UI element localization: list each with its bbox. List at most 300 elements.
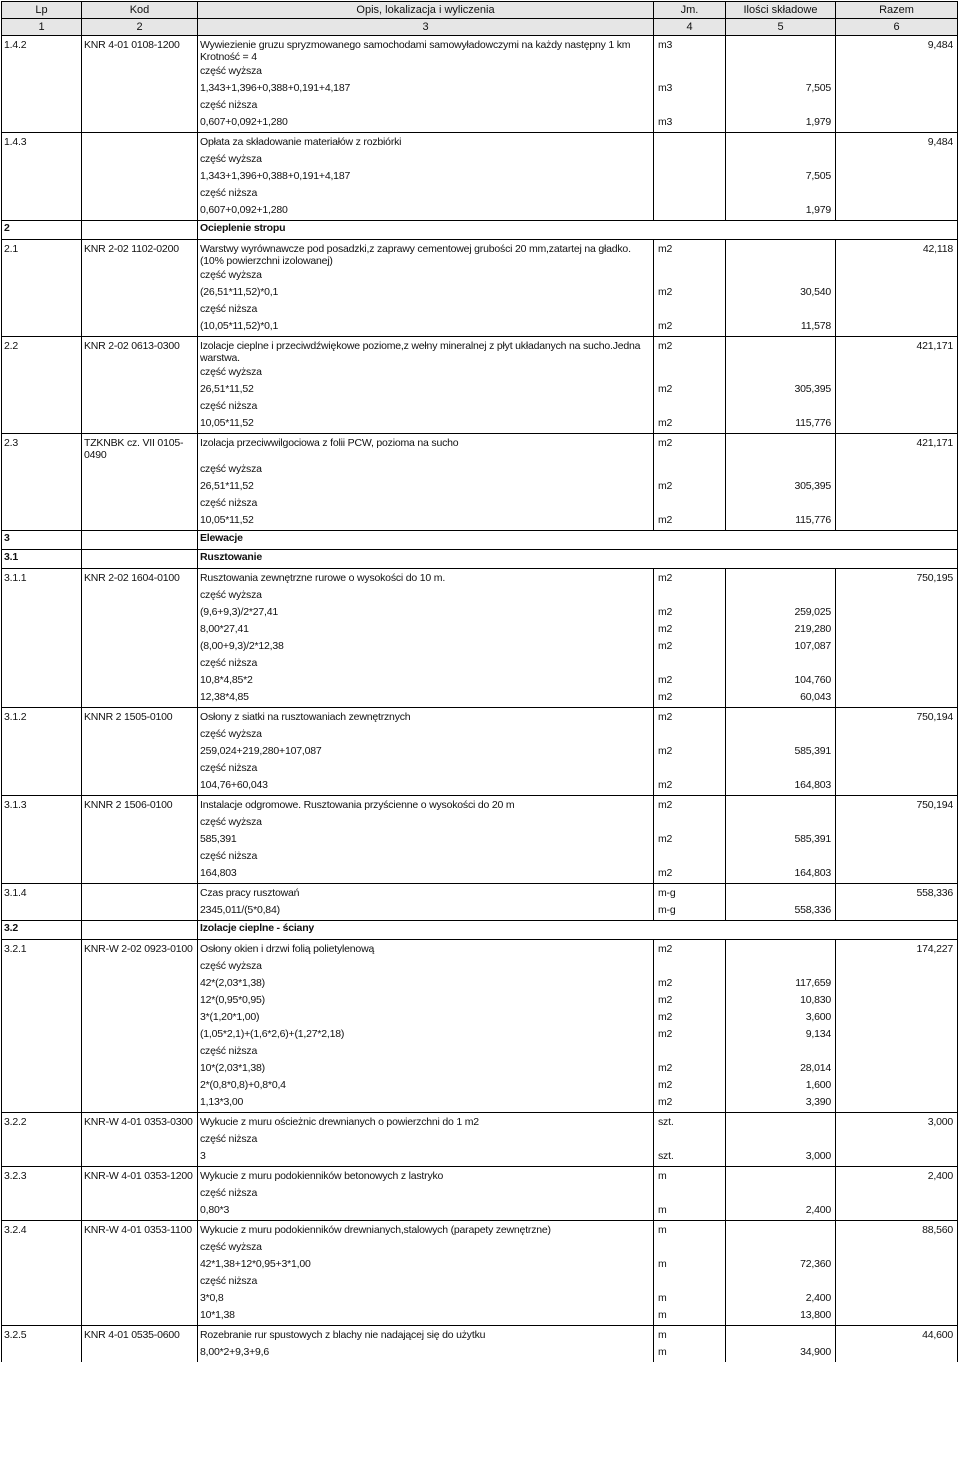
position-jm: m [654, 1326, 726, 1346]
calc-jm [654, 203, 726, 221]
calc-kod-empty [82, 639, 198, 656]
table-header [2, 2, 958, 36]
calc-ilosc [726, 959, 836, 976]
calc-razem-empty [836, 690, 958, 708]
calc-opis: część wyższa [198, 64, 654, 81]
position-kod: KNR 2-02 1102-0200 [82, 240, 198, 269]
calc-jm: m2 [654, 1010, 726, 1027]
calc-kod-empty [82, 1257, 198, 1274]
position-opis: Izolacje cieplne i przeciwdźwiękowe poziome,z wełny mineralnej z płyt układanych na sucho.Jedna warstwa. [198, 337, 654, 366]
calc-jm: m2 [654, 778, 726, 796]
calc-razem-empty [836, 169, 958, 186]
calc-jm: m [654, 1291, 726, 1308]
calc-opis: 164,803 [198, 866, 654, 884]
calc-lp-empty [2, 1149, 82, 1167]
header-num-5: 5 [726, 19, 836, 36]
calc-lp-empty [2, 319, 82, 337]
calc-ilosc: 259,025 [726, 605, 836, 622]
calc-row [2, 1345, 958, 1362]
calc-lp-empty [2, 832, 82, 849]
calc-ilosc: 1,979 [726, 115, 836, 133]
position-razem: 750,195 [836, 569, 958, 589]
calc-lp-empty [2, 976, 82, 993]
calc-row [2, 186, 958, 203]
calc-ilosc: 219,280 [726, 622, 836, 639]
calc-opis: część wyższa [198, 727, 654, 744]
calc-razem-empty [836, 98, 958, 115]
calc-razem-empty [836, 186, 958, 203]
calc-jm [654, 365, 726, 382]
position-jm: m3 [654, 36, 726, 65]
calc-jm [654, 849, 726, 866]
calc-jm: m2 [654, 622, 726, 639]
calc-opis: 2345,011/(5*0,84) [198, 903, 654, 921]
calc-ilosc: 3,600 [726, 1010, 836, 1027]
calc-jm [654, 1044, 726, 1061]
position-lp: 3.2.5 [2, 1326, 82, 1346]
calc-row [2, 605, 958, 622]
position-razem: 88,560 [836, 1221, 958, 1241]
calc-lp-empty [2, 993, 82, 1010]
calc-razem-empty [836, 319, 958, 337]
calc-row [2, 496, 958, 513]
calc-razem-empty [836, 976, 958, 993]
calc-opis: 8,00*2+9,3+9,6 [198, 1345, 654, 1362]
calc-kod-empty [82, 1291, 198, 1308]
calc-jm [654, 169, 726, 186]
calc-row [2, 744, 958, 761]
calc-jm: m2 [654, 744, 726, 761]
calc-row [2, 81, 958, 98]
calc-opis: (8,00+9,3)/2*12,38 [198, 639, 654, 656]
calc-row [2, 203, 958, 221]
calc-razem-empty [836, 1044, 958, 1061]
calc-ilosc: 115,776 [726, 513, 836, 531]
header-opis: Opis, lokalizacja i wyliczenia [198, 2, 654, 19]
calc-ilosc [726, 98, 836, 115]
calc-jm [654, 302, 726, 319]
calc-opis: 12,38*4,85 [198, 690, 654, 708]
calc-jm: m2 [654, 416, 726, 434]
calc-razem-empty [836, 64, 958, 81]
calc-ilosc [726, 302, 836, 319]
calc-jm: m2 [654, 832, 726, 849]
calc-ilosc: 164,803 [726, 866, 836, 884]
calc-opis: część niższa [198, 1132, 654, 1149]
calc-ilosc [726, 152, 836, 169]
calc-jm: m2 [654, 976, 726, 993]
position-jm: szt. [654, 1113, 726, 1133]
calc-kod-empty [82, 98, 198, 115]
calc-opis: część niższa [198, 496, 654, 513]
position-razem: 750,194 [836, 708, 958, 728]
calc-row [2, 1044, 958, 1061]
position-kod: KNR 4-01 0535-0600 [82, 1326, 198, 1346]
calc-lp-empty [2, 1044, 82, 1061]
calc-row [2, 302, 958, 319]
calc-ilosc: 305,395 [726, 479, 836, 496]
calc-razem-empty [836, 1186, 958, 1203]
position-kod: KNR-W 2-02 0923-0100 [82, 940, 198, 960]
position-jm: m2 [654, 569, 726, 589]
calc-razem-empty [836, 1027, 958, 1044]
calc-row [2, 268, 958, 285]
position-opis: Warstwy wyrównawcze pod posadzki,z zaprawy cementowej grubości 20 mm,zatartej na gładko. (10% powierzchni izolowanej) [198, 240, 654, 269]
calc-razem-empty [836, 203, 958, 221]
calc-kod-empty [82, 1044, 198, 1061]
calc-opis: 42*(2,03*1,38) [198, 976, 654, 993]
position-jm: m2 [654, 337, 726, 366]
calc-row [2, 1132, 958, 1149]
calc-row [2, 365, 958, 382]
position-kod: KNNR 2 1506-0100 [82, 796, 198, 816]
position-kod [82, 133, 198, 153]
calc-jm [654, 98, 726, 115]
position-kod: KNNR 2 1505-0100 [82, 708, 198, 728]
calc-ilosc [726, 64, 836, 81]
position-razem: 750,194 [836, 796, 958, 816]
calc-jm: m2 [654, 1027, 726, 1044]
section-title: Ocieplenie stropu [198, 221, 958, 240]
position-row [2, 708, 958, 728]
calc-row [2, 1061, 958, 1078]
calc-lp-empty [2, 778, 82, 796]
calc-kod-empty [82, 959, 198, 976]
position-lp: 3.1.1 [2, 569, 82, 589]
calc-razem-empty [836, 1291, 958, 1308]
calc-ilosc [726, 727, 836, 744]
section-title: Elewacje [198, 531, 958, 550]
calc-ilosc [726, 399, 836, 416]
position-lp: 2.1 [2, 240, 82, 269]
calc-row [2, 673, 958, 690]
calc-jm [654, 761, 726, 778]
calc-opis: część niższa [198, 399, 654, 416]
calc-ilosc [726, 268, 836, 285]
calc-kod-empty [82, 588, 198, 605]
section-number: 2 [2, 221, 82, 240]
calc-kod-empty [82, 399, 198, 416]
position-razem: 2,400 [836, 1167, 958, 1187]
position-row [2, 240, 958, 269]
calc-lp-empty [2, 1010, 82, 1027]
calc-row [2, 639, 958, 656]
calc-lp-empty [2, 399, 82, 416]
section-spacer [82, 531, 198, 550]
position-jm: m-g [654, 884, 726, 904]
position-row [2, 36, 958, 65]
position-kod: KNR 2-02 0613-0300 [82, 337, 198, 366]
calc-ilosc [726, 496, 836, 513]
calc-row [2, 832, 958, 849]
calc-lp-empty [2, 639, 82, 656]
calc-jm: m2 [654, 605, 726, 622]
position-ilosc [726, 569, 836, 589]
calc-kod-empty [82, 1345, 198, 1362]
calc-lp-empty [2, 744, 82, 761]
calc-lp-empty [2, 673, 82, 690]
calc-kod-empty [82, 1308, 198, 1326]
calc-opis: część niższa [198, 656, 654, 673]
calc-row [2, 903, 958, 921]
table-body [2, 36, 958, 1363]
calc-lp-empty [2, 605, 82, 622]
calc-ilosc [726, 1186, 836, 1203]
calc-row [2, 849, 958, 866]
calc-razem-empty [836, 656, 958, 673]
calc-kod-empty [82, 1027, 198, 1044]
calc-jm [654, 1186, 726, 1203]
position-kod: KNR 4-01 0108-1200 [82, 36, 198, 65]
calc-opis: część wyższa [198, 1240, 654, 1257]
position-ilosc [726, 36, 836, 65]
calc-kod-empty [82, 605, 198, 622]
calc-lp-empty [2, 1027, 82, 1044]
calc-lp-empty [2, 622, 82, 639]
calc-opis: 10,05*11,52 [198, 416, 654, 434]
calc-jm: m [654, 1203, 726, 1221]
calc-row [2, 1291, 958, 1308]
calc-razem-empty [836, 513, 958, 531]
position-jm: m [654, 1167, 726, 1187]
calc-lp-empty [2, 1203, 82, 1221]
calc-ilosc: 2,400 [726, 1291, 836, 1308]
calc-row [2, 866, 958, 884]
calc-kod-empty [82, 496, 198, 513]
position-kod: KNR-W 4-01 0353-1100 [82, 1221, 198, 1241]
calc-kod-empty [82, 479, 198, 496]
calc-razem-empty [836, 959, 958, 976]
calc-opis: część wyższa [198, 815, 654, 832]
calc-jm: m [654, 1257, 726, 1274]
position-row [2, 1167, 958, 1187]
calc-opis: część niższa [198, 761, 654, 778]
calc-lp-empty [2, 903, 82, 921]
calc-opis: 3*(1,20*1,00) [198, 1010, 654, 1027]
position-razem: 9,484 [836, 36, 958, 65]
calc-ilosc: 585,391 [726, 744, 836, 761]
calc-kod-empty [82, 169, 198, 186]
calc-jm: m2 [654, 285, 726, 302]
position-razem: 3,000 [836, 1113, 958, 1133]
section-title: Rusztowanie [198, 550, 958, 569]
position-lp: 3.1.3 [2, 796, 82, 816]
position-opis: Osłony okien i drzwi folią polietylenową [198, 940, 654, 960]
calc-ilosc [726, 656, 836, 673]
position-ilosc [726, 1326, 836, 1346]
calc-jm [654, 727, 726, 744]
calc-jm: m2 [654, 513, 726, 531]
calc-lp-empty [2, 1132, 82, 1149]
calc-ilosc: 2,400 [726, 1203, 836, 1221]
position-jm [654, 133, 726, 153]
calc-opis: 1,343+1,396+0,388+0,191+4,187 [198, 81, 654, 98]
calc-razem-empty [836, 1132, 958, 1149]
calc-lp-empty [2, 690, 82, 708]
header-num-6: 6 [836, 19, 958, 36]
calc-opis: 1,343+1,396+0,388+0,191+4,187 [198, 169, 654, 186]
calc-razem-empty [836, 639, 958, 656]
calc-jm [654, 656, 726, 673]
calc-jm [654, 815, 726, 832]
calc-razem-empty [836, 761, 958, 778]
calc-jm [654, 64, 726, 81]
calc-lp-empty [2, 1061, 82, 1078]
position-jm: m2 [654, 796, 726, 816]
position-kod [82, 884, 198, 904]
calc-kod-empty [82, 744, 198, 761]
calc-ilosc [726, 462, 836, 479]
position-razem: 558,336 [836, 884, 958, 904]
calc-row [2, 382, 958, 399]
calc-kod-empty [82, 365, 198, 382]
calc-lp-empty [2, 462, 82, 479]
calc-opis: część niższa [198, 302, 654, 319]
position-jm: m2 [654, 434, 726, 463]
calc-row [2, 1010, 958, 1027]
calc-lp-empty [2, 203, 82, 221]
header-row-titles [2, 2, 958, 19]
calc-lp-empty [2, 186, 82, 203]
calc-jm: m3 [654, 115, 726, 133]
calc-row [2, 690, 958, 708]
position-razem: 44,600 [836, 1326, 958, 1346]
calc-ilosc: 30,540 [726, 285, 836, 302]
calc-ilosc: 1,600 [726, 1078, 836, 1095]
calc-opis: 10*1,38 [198, 1308, 654, 1326]
calc-ilosc: 3,390 [726, 1095, 836, 1113]
calc-row [2, 1203, 958, 1221]
calc-kod-empty [82, 993, 198, 1010]
calc-opis: (1,05*2,1)+(1,6*2,6)+(1,27*2,18) [198, 1027, 654, 1044]
position-row [2, 796, 958, 816]
calc-row [2, 622, 958, 639]
calc-kod-empty [82, 673, 198, 690]
calc-kod-empty [82, 1274, 198, 1291]
calc-kod-empty [82, 778, 198, 796]
calc-razem-empty [836, 815, 958, 832]
calc-jm: m [654, 1308, 726, 1326]
calc-kod-empty [82, 1095, 198, 1113]
calc-razem-empty [836, 1095, 958, 1113]
calc-row [2, 1149, 958, 1167]
position-row [2, 569, 958, 589]
calc-jm: szt. [654, 1149, 726, 1167]
calc-row [2, 815, 958, 832]
calc-lp-empty [2, 815, 82, 832]
calc-razem-empty [836, 727, 958, 744]
calc-opis: 2*(0,8*0,8)+0,8*0,4 [198, 1078, 654, 1095]
position-row [2, 434, 958, 463]
calc-lp-empty [2, 98, 82, 115]
calc-opis: 1,13*3,00 [198, 1095, 654, 1113]
calc-ilosc [726, 1274, 836, 1291]
calc-razem-empty [836, 382, 958, 399]
calc-lp-empty [2, 1240, 82, 1257]
calc-razem-empty [836, 1345, 958, 1362]
calc-kod-empty [82, 656, 198, 673]
calc-jm: m2 [654, 1095, 726, 1113]
position-jm: m2 [654, 708, 726, 728]
header-jm: Jm. [654, 2, 726, 19]
section-spacer [82, 550, 198, 569]
calc-lp-empty [2, 81, 82, 98]
calc-lp-empty [2, 169, 82, 186]
section-row [2, 531, 958, 550]
calc-kod-empty [82, 152, 198, 169]
kosztorys-sheet [1, 1, 959, 1455]
calc-razem-empty [836, 268, 958, 285]
calc-lp-empty [2, 382, 82, 399]
calc-jm: m2 [654, 1061, 726, 1078]
calc-opis: część niższa [198, 1274, 654, 1291]
position-opis: Wykucie z muru podokienników betonowych z lastryko [198, 1167, 654, 1187]
calc-ilosc: 1,979 [726, 203, 836, 221]
position-ilosc [726, 796, 836, 816]
position-kod: KNR-W 4-01 0353-0300 [82, 1113, 198, 1133]
position-lp: 1.4.2 [2, 36, 82, 65]
calc-jm: m2 [654, 993, 726, 1010]
calc-kod-empty [82, 1010, 198, 1027]
calc-razem-empty [836, 152, 958, 169]
calc-ilosc: 10,830 [726, 993, 836, 1010]
calc-kod-empty [82, 1132, 198, 1149]
position-ilosc [726, 240, 836, 269]
calc-razem-empty [836, 778, 958, 796]
calc-lp-empty [2, 365, 82, 382]
calc-row [2, 115, 958, 133]
calc-lp-empty [2, 656, 82, 673]
calc-opis: (10,05*11,52)*0,1 [198, 319, 654, 337]
calc-kod-empty [82, 1186, 198, 1203]
position-ilosc [726, 337, 836, 366]
calc-opis: 26,51*11,52 [198, 382, 654, 399]
calc-kod-empty [82, 622, 198, 639]
position-opis: Wykucie z muru podokienników drewnianych,stalowych (parapety zewnętrzne) [198, 1221, 654, 1241]
calc-opis: 3 [198, 1149, 654, 1167]
calc-lp-empty [2, 727, 82, 744]
position-razem: 421,171 [836, 337, 958, 366]
calc-opis: część niższa [198, 849, 654, 866]
calc-lp-empty [2, 959, 82, 976]
calc-razem-empty [836, 744, 958, 761]
calc-row [2, 1186, 958, 1203]
header-row-numbers [2, 19, 958, 36]
section-row [2, 921, 958, 940]
calc-opis: 259,024+219,280+107,087 [198, 744, 654, 761]
calc-lp-empty [2, 866, 82, 884]
calc-row [2, 64, 958, 81]
calc-opis: część niższa [198, 1186, 654, 1203]
calc-lp-empty [2, 1274, 82, 1291]
calc-ilosc: 34,900 [726, 1345, 836, 1362]
calc-lp-empty [2, 513, 82, 531]
calc-opis: 8,00*27,41 [198, 622, 654, 639]
calc-kod-empty [82, 115, 198, 133]
calc-lp-empty [2, 1345, 82, 1362]
calc-kod-empty [82, 1149, 198, 1167]
position-row [2, 1113, 958, 1133]
position-razem: 42,118 [836, 240, 958, 269]
calc-opis: 0,607+0,092+1,280 [198, 203, 654, 221]
calc-row [2, 1027, 958, 1044]
calc-kod-empty [82, 849, 198, 866]
calc-ilosc: 7,505 [726, 81, 836, 98]
position-lp: 3.1.2 [2, 708, 82, 728]
calc-jm [654, 1132, 726, 1149]
position-ilosc [726, 1113, 836, 1133]
position-lp: 3.2.3 [2, 1167, 82, 1187]
